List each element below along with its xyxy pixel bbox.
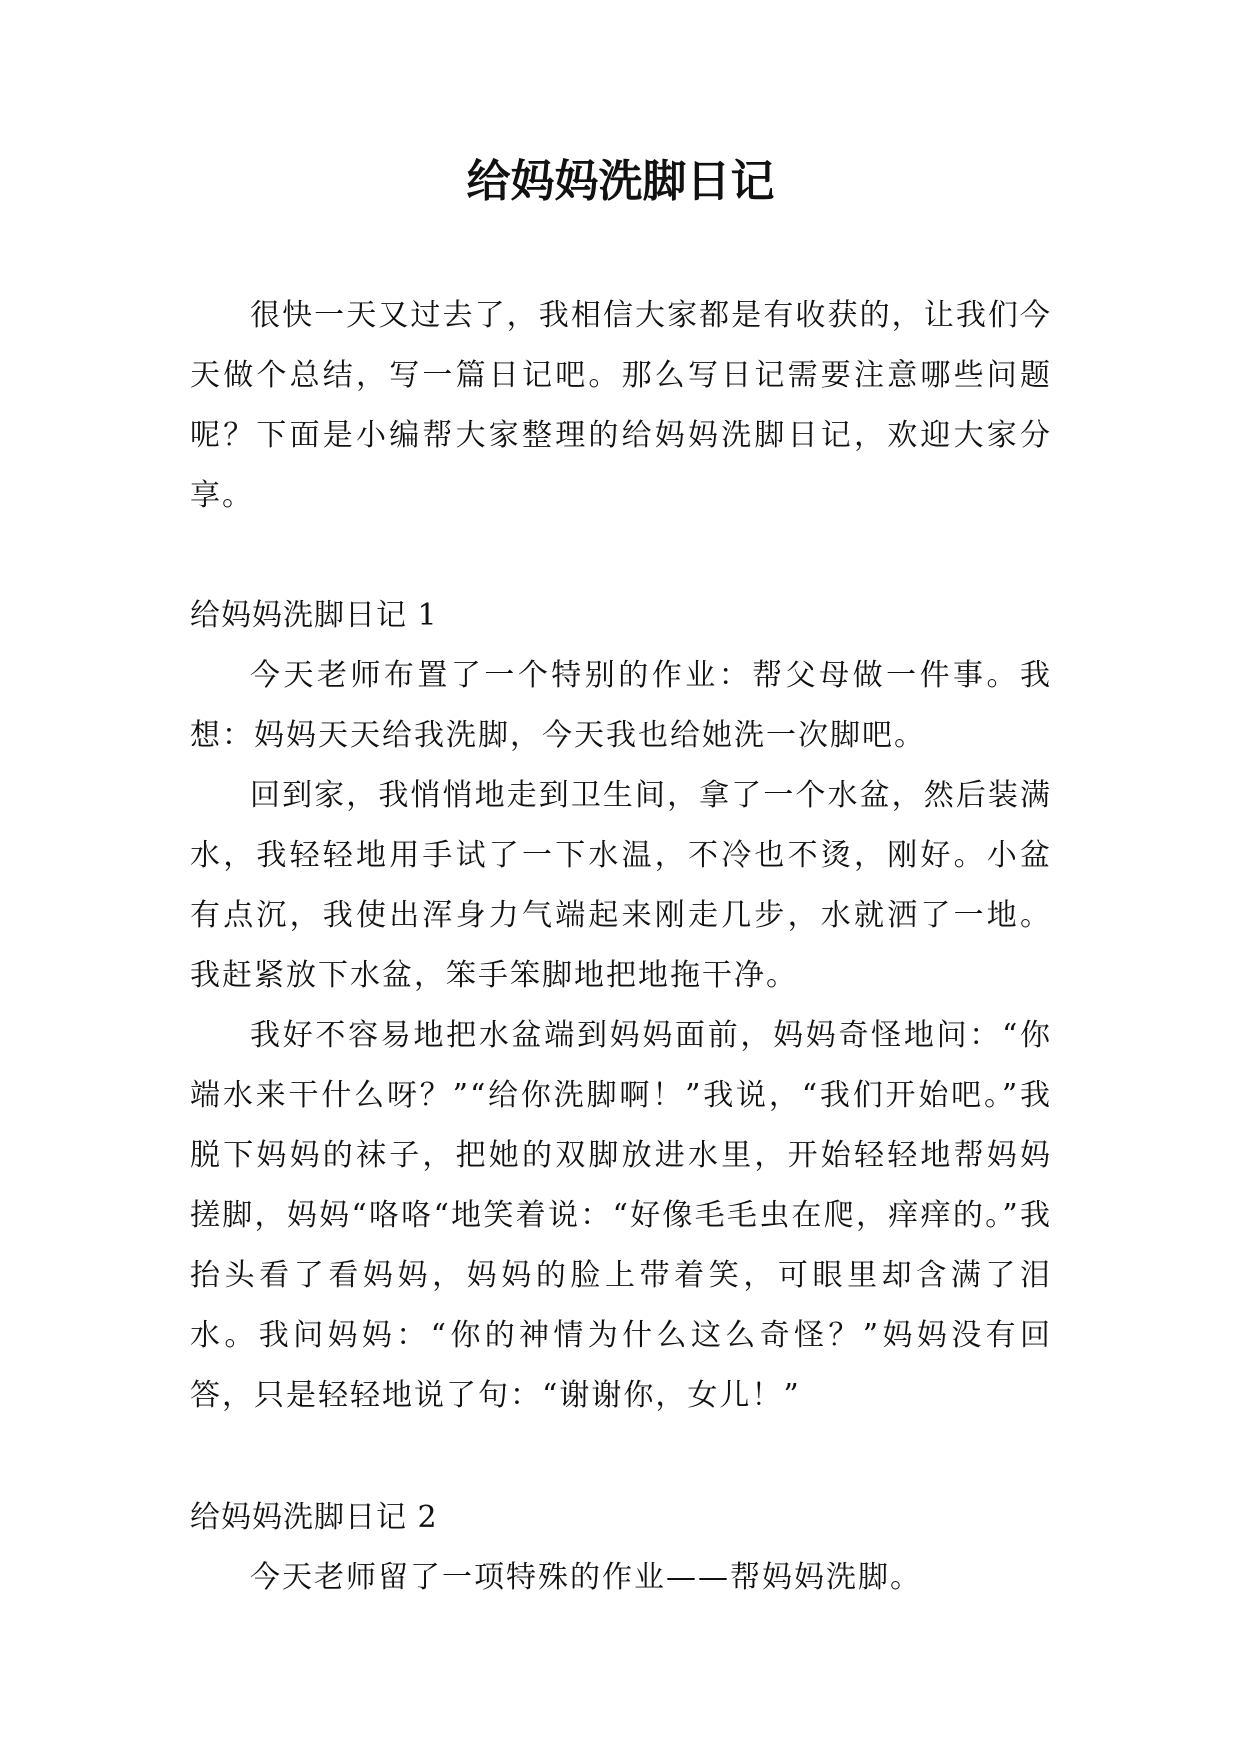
section-paragraph: 我好不容易地把水盆端到妈妈面前，妈妈奇怪地问：“你端水来干什么呀？”“给你洗脚啊！”我说，“我们开始吧。”我脱下妈妈的袜子，把她的双脚放进水里，开始轻轻地帮妈妈搓脚，妈妈“咯咯“地笑着说：“好像毛毛虫在爬，痒痒的。”我抬头看了看妈妈，妈妈的脸上带着笑，可眼里却含满了泪水。我问妈妈：“你的神情为什么这么奇怪？”妈妈没有回答，只是轻轻地说了句：“谢谢你，女儿！” — [190, 1018, 1052, 1413]
document-title: 给妈妈洗脚日记 — [466, 156, 775, 207]
diary-section-2 — [190, 1488, 1052, 1608]
section-paragraph: 今天老师布置了一个特别的作业：帮父母做一件事。我想：妈妈天天给我洗脚，今天我也给她洗一次脚吧。 — [190, 658, 1052, 753]
section-heading: 给妈妈洗脚日记 2 — [190, 1500, 438, 1535]
section-paragraph: 今天老师留了一项特殊的作业——帮妈妈洗脚。 — [250, 1560, 922, 1595]
spacer — [190, 1426, 1052, 1488]
section-paragraph: 回到家，我悄悄地走到卫生间，拿了一个水盆，然后装满水，我轻轻地用手试了一下水温，不冷也不烫，刚好。小盆有点沉，我使出浑身力气端起来刚走几步，水就洒了一地。我赶紧放下水盆，笨手笨脚地把地拖干净。 — [190, 778, 1052, 993]
document-body — [190, 286, 1052, 1608]
spacer — [190, 526, 1052, 586]
diary-section-1 — [190, 586, 1052, 1426]
intro-paragraph: 很快一天又过去了，我相信大家都是有收获的，让我们今天做个总结，写一篇日记吧。那么写日记需要注意哪些问题呢？下面是小编帮大家整理的给妈妈洗脚日记，欢迎大家分享。 — [190, 298, 1052, 513]
section-heading: 给妈妈洗脚日记 1 — [190, 598, 438, 633]
